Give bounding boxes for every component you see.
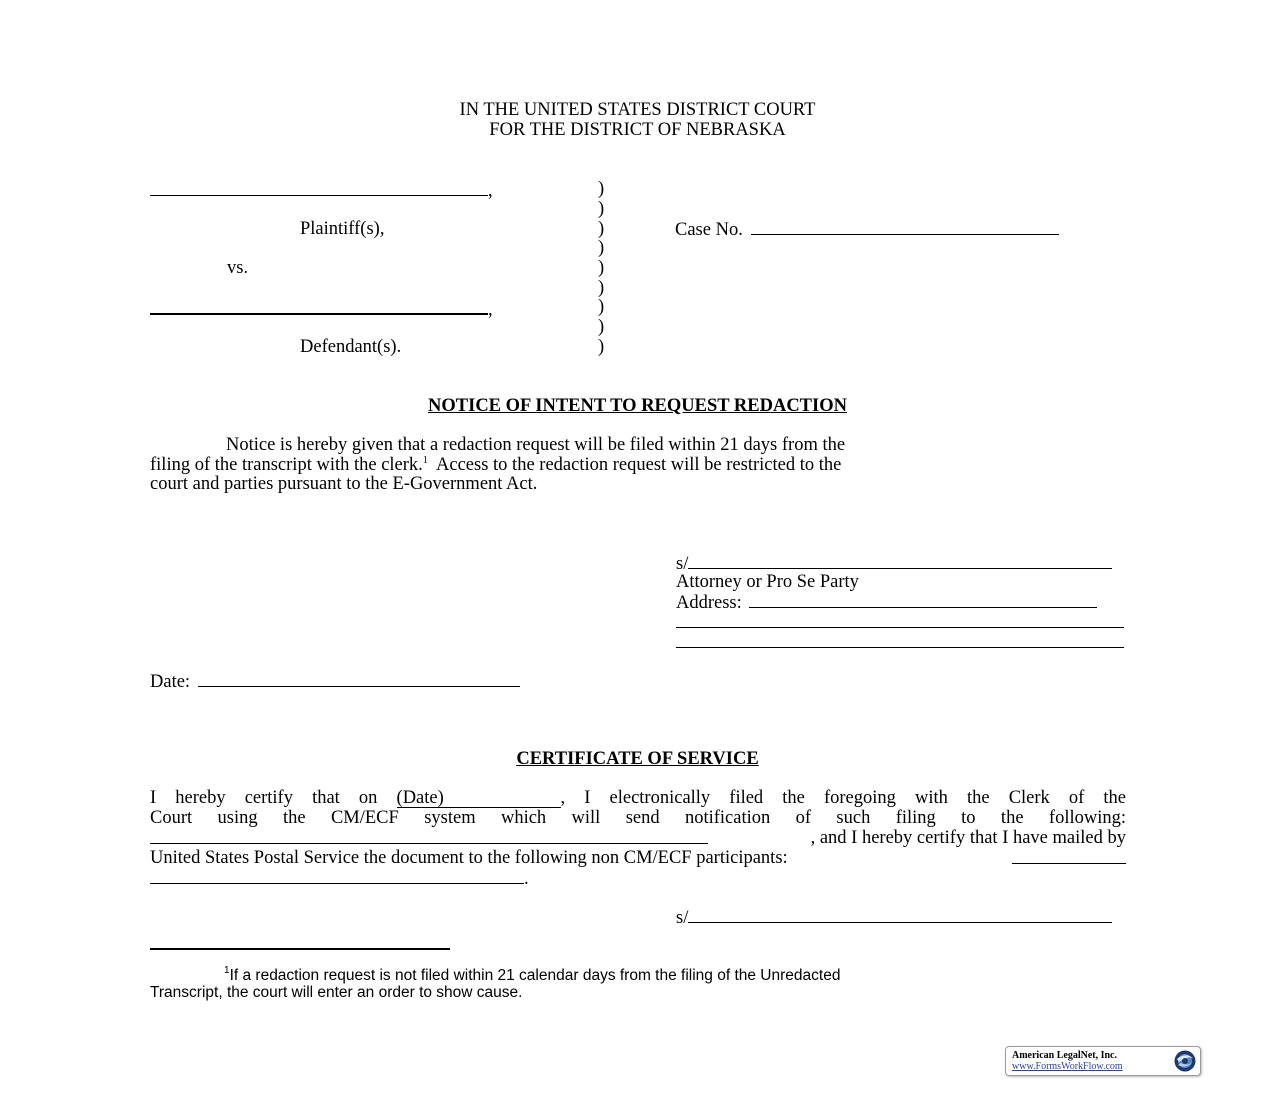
caption-paren: ) (598, 297, 605, 317)
case-number-field[interactable] (675, 219, 1059, 240)
date-placeholder: (Date) (396, 788, 444, 808)
footnote-line2: Transcript, the court will enter an order to show cause. (150, 984, 523, 1001)
case-number-blank[interactable] (751, 219, 1059, 235)
address-blank-2[interactable] (676, 612, 1124, 628)
globe-icon (1173, 1049, 1197, 1073)
defendant-blank[interactable] (150, 298, 488, 315)
date-field[interactable] (150, 671, 520, 692)
address-line-2[interactable] (676, 612, 1124, 633)
caption-paren: ) (598, 278, 605, 298)
signature-field[interactable] (676, 553, 1112, 574)
notice-paragraph-line3: court and parties pursuant to the E-Government Act. (150, 474, 538, 494)
comma: , (488, 300, 493, 320)
american-legalnet-logo[interactable] (1005, 1046, 1201, 1076)
notice-paragraph-line1: Notice is hereby given that a redaction request will be filed within 21 days from the (226, 435, 846, 455)
court-name-line1: IN THE UNITED STATES DISTRICT COURT (459, 100, 816, 120)
cert-text: , and I hereby certify that I have mailed by (810, 828, 1126, 848)
non-ecf-participants-blank[interactable] (1012, 848, 1126, 864)
defendant-name-field[interactable] (150, 298, 493, 320)
date-label: Date: (150, 672, 191, 692)
plaintiff-name-field[interactable] (150, 180, 493, 201)
attorney-label: Attorney or Pro Se Party (676, 572, 859, 592)
address-label: Address: (676, 593, 742, 613)
cert-text: , I electronically filed the foregoing with the Clerk of the (560, 788, 1127, 808)
cert-text: United States Postal Service the document to the following non CM/ECF participants: (150, 848, 788, 868)
caption-paren: ) (598, 179, 605, 199)
caption-paren: ) (598, 317, 605, 337)
certificate-line1 (150, 789, 1126, 809)
address-line-3[interactable] (676, 632, 1124, 653)
case-no-label: Case No. (675, 220, 743, 240)
footnote-line1 (224, 967, 840, 984)
signature-prefix: s/ (676, 554, 689, 574)
footnote-marker: 1 (224, 965, 230, 976)
non-ecf-participants-blank-2[interactable] (150, 868, 524, 884)
notice-paragraph-line2 (150, 455, 841, 475)
date-blank[interactable] (198, 671, 520, 687)
caption-paren: ) (598, 199, 605, 219)
cert-text: I hereby certify that on (150, 788, 378, 808)
address-blank-3[interactable] (676, 632, 1124, 648)
certificate-line3 (150, 828, 1126, 849)
defendant-label: Defendant(s). (300, 337, 402, 357)
signature-blank[interactable] (688, 553, 1112, 569)
certificate-line4 (150, 848, 1126, 868)
comma: , (488, 181, 493, 201)
vs-label: vs. (227, 258, 249, 278)
company-name: American LegalNet, Inc. (1012, 1050, 1117, 1061)
service-date-field[interactable] (397, 790, 561, 808)
caption-paren: ) (598, 238, 605, 258)
website-link[interactable]: www.FormsWorkFlow.com (1012, 1061, 1123, 1072)
plaintiff-label: Plaintiff(s), (300, 219, 385, 239)
notice-text: Access to the redaction request will be restricted to the (427, 455, 842, 475)
certificate-signature-field[interactable] (676, 907, 1112, 928)
footnote-separator (150, 948, 450, 950)
certificate-line5[interactable] (150, 868, 529, 889)
address-blank-1[interactable] (749, 592, 1097, 608)
caption-paren: ) (598, 337, 605, 357)
ecf-recipients-blank[interactable] (150, 828, 708, 844)
caption-paren: ) (598, 219, 605, 239)
plaintiff-blank[interactable] (150, 180, 488, 196)
caption-paren: ) (598, 258, 605, 278)
certificate-title: CERTIFICATE OF SERVICE (516, 749, 759, 769)
period: . (524, 869, 529, 889)
address-field[interactable] (676, 592, 1097, 613)
footnote-reference: 1 (422, 455, 428, 466)
court-name-line2: FOR THE DISTRICT OF NEBRASKA (489, 120, 786, 140)
certificate-signature-blank[interactable] (688, 907, 1112, 923)
footnote-text: If a redaction request is not filed within 21 calendar days from the filing of the Unredacted (229, 967, 841, 984)
notice-text: filing of the transcript with the clerk. (150, 455, 423, 475)
certificate-line2: Court using the CM/ECF system which will send notification of such filing to the following: (150, 808, 1126, 828)
notice-title: NOTICE OF INTENT TO REQUEST REDACTION (428, 396, 847, 416)
signature-prefix: s/ (676, 908, 689, 928)
